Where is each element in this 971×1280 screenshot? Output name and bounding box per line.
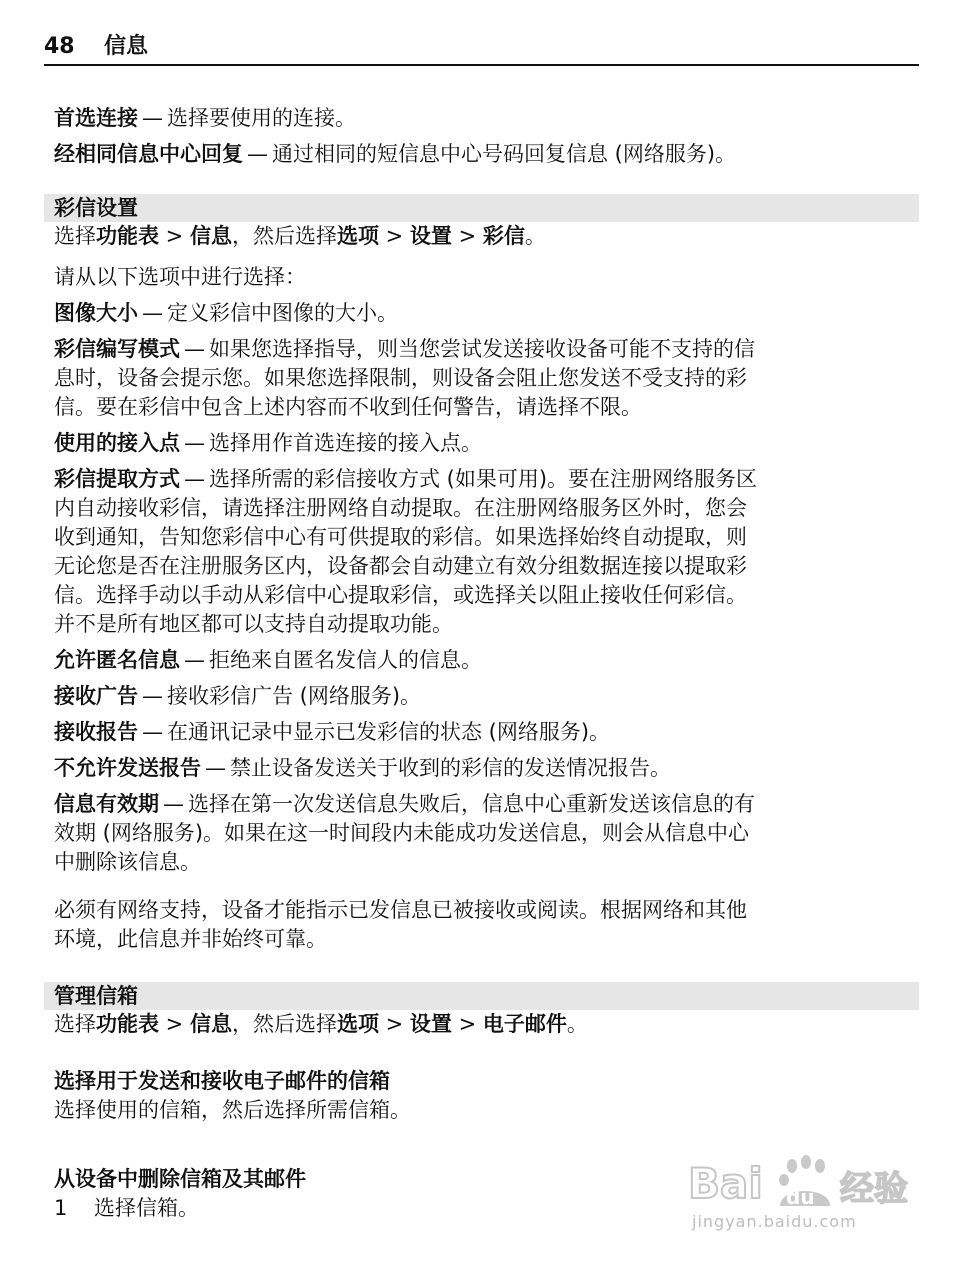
setting-entry: 经相同信息中心回复 — 通过相同的短信息中心号码回复信息 (网络服务)。 (54, 142, 737, 166)
subsection-title: 选择用于发送和接收电子邮件的信箱 (54, 1069, 390, 1093)
svg-text:经验: 经验 (840, 1169, 908, 1209)
svg-text:Bai: Bai (688, 1159, 763, 1208)
setting-description: 通过相同的短信息中心号码回复信息 (网络服务)。 (272, 142, 737, 166)
setting-term: 彩信编写模式 (54, 337, 180, 361)
running-header (44, 32, 919, 66)
setting-entry: 允许匿名信息 — 拒绝来自匿名发信人的信息。 (54, 648, 482, 672)
page-number: 48 (44, 34, 75, 59)
note-paragraph: 必须有网络支持，设备才能指示已发信息已被接收或阅读。根据网络和其他 环境，此信息并非始终可靠。 (54, 898, 747, 951)
section-heading-mms: 彩信设置 (44, 194, 919, 222)
setting-description: 选择要使用的连接。 (167, 106, 356, 130)
setting-entry: 信息有效期 — 选择在第一次发送信息失败后，信息中心重新发送该信息的有 效期 (网络服务)。如果在这一时间段内未能成功发送信息，则会从信息中心 中删除该信息。 (54, 792, 755, 874)
menu-path-mms: 选择功能表 > 信息，然后选择选项 > 设置 > 彩信。 (54, 224, 546, 248)
setting-term: 接收报告 (54, 720, 138, 744)
setting-term: 不允许发送报告 (54, 756, 201, 780)
setting-term: 彩信提取方式 (54, 467, 180, 491)
subsection-text: 选择使用的信箱，然后选择所需信箱。 (54, 1098, 411, 1122)
baidu-watermark (680, 1150, 920, 1250)
setting-entry: 彩信编写模式 — 如果您选择指导，则当您尝试发送接收设备可能不支持的信 息时，设备会提示您。如果您选择限制，则设备会阻止您发送不受支持的彩 信。要在彩信中包含上述内容而不收到任何警告，请选择不限。 (54, 337, 755, 419)
svg-text:du: du (786, 1185, 815, 1209)
setting-term: 图像大小 (54, 301, 138, 325)
page-content (54, 104, 914, 1223)
setting-entry: 彩信提取方式 — 选择所需的彩信接收方式 (如果可用)。要在注册网络服务区 内自动接收彩信，请选择注册网络自动提取。在注册网络服务区外时，您会 收到通知，告知您彩信中心有可供提取的彩信。如果选择始终自动提取，则 无论您是否在注册服务区内，设备都会自动建立有效分组数据连接以提取彩 信。选择手动以手动从彩信中心提取彩信，或选择关以阻止接收任何彩信。 并不是所有地区都可以支持自动提取功能。 (54, 467, 758, 636)
menu-path-mailbox: 选择功能表 > 信息，然后选择选项 > 设置 > 电子邮件。 (54, 1012, 588, 1036)
header-section-title: 信息 (104, 34, 149, 59)
setting-entry: 首选连接 — 选择要使用的连接。 (54, 106, 356, 130)
setting-entry: 接收报告 — 在通讯记录中显示已发彩信的状态 (网络服务)。 (54, 720, 611, 744)
section-heading-mailbox: 管理信箱 (44, 982, 919, 1010)
options-intro: 请从以下选项中进行选择： (54, 265, 306, 289)
setting-entry: 不允许发送报告 — 禁止设备发送关于收到的彩信的发送情况报告。 (54, 756, 671, 780)
setting-entry: 使用的接入点 — 选择用作首选连接的接入点。 (54, 431, 482, 455)
setting-term: 允许匿名信息 (54, 648, 180, 672)
setting-entry: 接收广告 — 接收彩信广告 (网络服务)。 (54, 684, 422, 708)
watermark-url: jingyan.baidu.com (692, 1212, 857, 1231)
setting-term: 首选连接 (54, 106, 138, 130)
baidu-jingyan-logo (680, 1150, 920, 1214)
subsection-title: 从设备中删除信箱及其邮件 (54, 1167, 306, 1191)
setting-term: 经相同信息中心回复 (54, 142, 243, 166)
step-number: 1 (54, 1196, 68, 1220)
setting-term: 信息有效期 (54, 792, 159, 816)
step-text: 选择信箱。 (94, 1196, 199, 1220)
setting-term: 接收广告 (54, 684, 138, 708)
setting-entry: 图像大小 — 定义彩信中图像的大小。 (54, 301, 398, 325)
setting-term: 使用的接入点 (54, 431, 180, 455)
